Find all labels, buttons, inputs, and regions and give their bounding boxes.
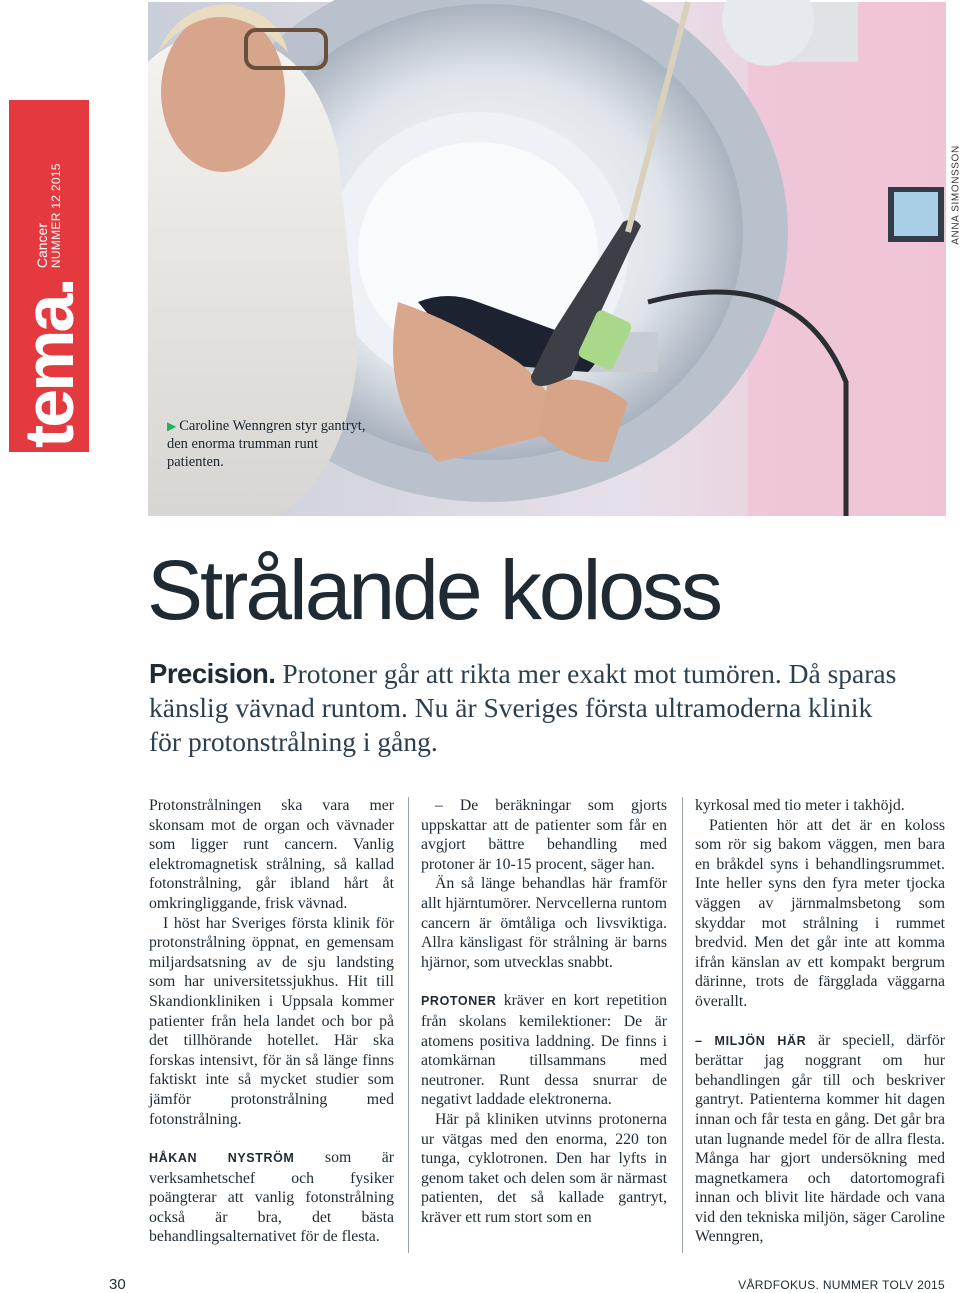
column-rule	[682, 797, 683, 1253]
section-tab-word: tema.	[10, 280, 88, 448]
paragraph: kyrkosal med tio meter i takhöjd.	[695, 797, 905, 814]
ingress	[149, 657, 909, 759]
paragraph-text: som är verksamhetschef och fysiker poängterar att vanlig fotonstrålning också är bra, det bästa behandlingsalternativet för de flesta.	[149, 1149, 394, 1246]
paragraph: Patienten hör att det är en koloss som rör sig bakom väggen, men bara en bråkdel syns i behandlingsrummet. Inte heller syns den fyra meter tjocka väggen av järnmalmsbetong som skyddar mot strålning i rummet bredvid. Men det går inte att komma ifrån känslan av ett kompakt bergrum därinne, trots de färgglada väggarna överallt.	[695, 816, 945, 1010]
paragraph: Än så länge behandlas här framför allt hjärntumörer. Nervcellerna runtom cancern är ömtåliga och livsviktiga. Allra känsligast för strålning är barns hjärnor, som utvecklas snabbt.	[421, 875, 667, 971]
paragraph: Protonstrålningen ska vara mer skonsam mot de organ och vävnader som ligger runt cancern. Vanlig elektromagnetisk strålning, så kallad fotonstrålning, går ibland hårt åt omkringliggande, frisk vävnad.	[149, 797, 394, 912]
page-number: 30	[109, 1276, 126, 1293]
paragraph	[149, 1148, 394, 1247]
section-name: Cancer	[34, 222, 51, 269]
paragraph: Här på kliniken utvinns protonerna ur vätgas med den enorma, 220 ton tunga, cyklotronen. Den har lyfts in genom taket och delen som är närmast patienten, det så kallade gantryt, kräver ett rum stort som en	[421, 1110, 667, 1226]
paragraph: – De beräkningar som gjorts uppskattar att de patienter som får en avgjort bättre behandling med protoner är 10-15 procent, säger han.	[421, 797, 667, 873]
headline: Strålande koloss	[147, 543, 721, 637]
paragraph-text: kräver en kort repetition från skolans kemilektioner: De är atomens positiva laddning. De finns i atomkärnan tillsammans med neutroner. Runt dessa snurrar de negativt laddade elektronerna.	[421, 992, 667, 1109]
photo-credit: ANNA SIMONSSON	[950, 145, 962, 245]
paragraph-lead: – MILJÖN HÄR	[695, 1033, 807, 1048]
paragraph	[695, 1031, 945, 1248]
paragraph-lead: HÅKAN NYSTRÖM	[149, 1151, 295, 1166]
body-column-3	[695, 796, 945, 1247]
body-column-2	[421, 796, 667, 1227]
caption-text: Caroline Wenngren styr gantryt, den enorma trumman runt patienten.	[167, 418, 366, 470]
paragraph	[421, 991, 667, 1110]
paragraph-text: är speciell, därför berättar jag noggrant om hur behandlingen går till och beskriver gantryt. Patienterna kommer hit dagen innan och får testa en gång. Det går bra utan lugnande medel för de allra flesta. Många har gjort undersökning med magnetkamera och datortomografi innan och blivit lite härdade och vana vid den tekniska miljön, säger Caroline Wenngren,	[695, 1031, 945, 1246]
body-column-1	[149, 796, 394, 1247]
column-rule	[408, 797, 409, 1253]
publication-footer: VÅRDFOKUS. NUMMER TOLV 2015	[738, 1278, 945, 1292]
photo-caption	[167, 417, 367, 471]
paragraph: I höst har Sveriges första klinik för protonstrålning öppnat, en gemensam miljardsatsning av de sju landsting som har universitetssjukhus. Hit till Skandionkliniken i Uppsala kommer patienter från hela landet och bor på det tillhörande hotellet. Här ska forskas intensivt, för än så länge finns faktiskt inte så mycket studier som jämför protonstrålning med fotonstrålning.	[149, 914, 394, 1128]
caption-arrow-icon: ▶	[167, 419, 177, 433]
section-tab-meta	[34, 163, 64, 268]
paragraph-lead: PROTONER	[421, 994, 497, 1009]
section-tab-content	[9, 100, 89, 452]
ingress-kicker: Precision.	[149, 658, 276, 689]
ingress-text: Protoner går att rikta mer exakt mot tumören. Då sparas känslig vävnad runtom. Nu är Sveriges första ultramoderna klinik för protonstrålning i gång.	[149, 658, 897, 757]
section-tab	[9, 100, 89, 452]
issue-number: NUMMER 12 2015	[49, 163, 64, 269]
